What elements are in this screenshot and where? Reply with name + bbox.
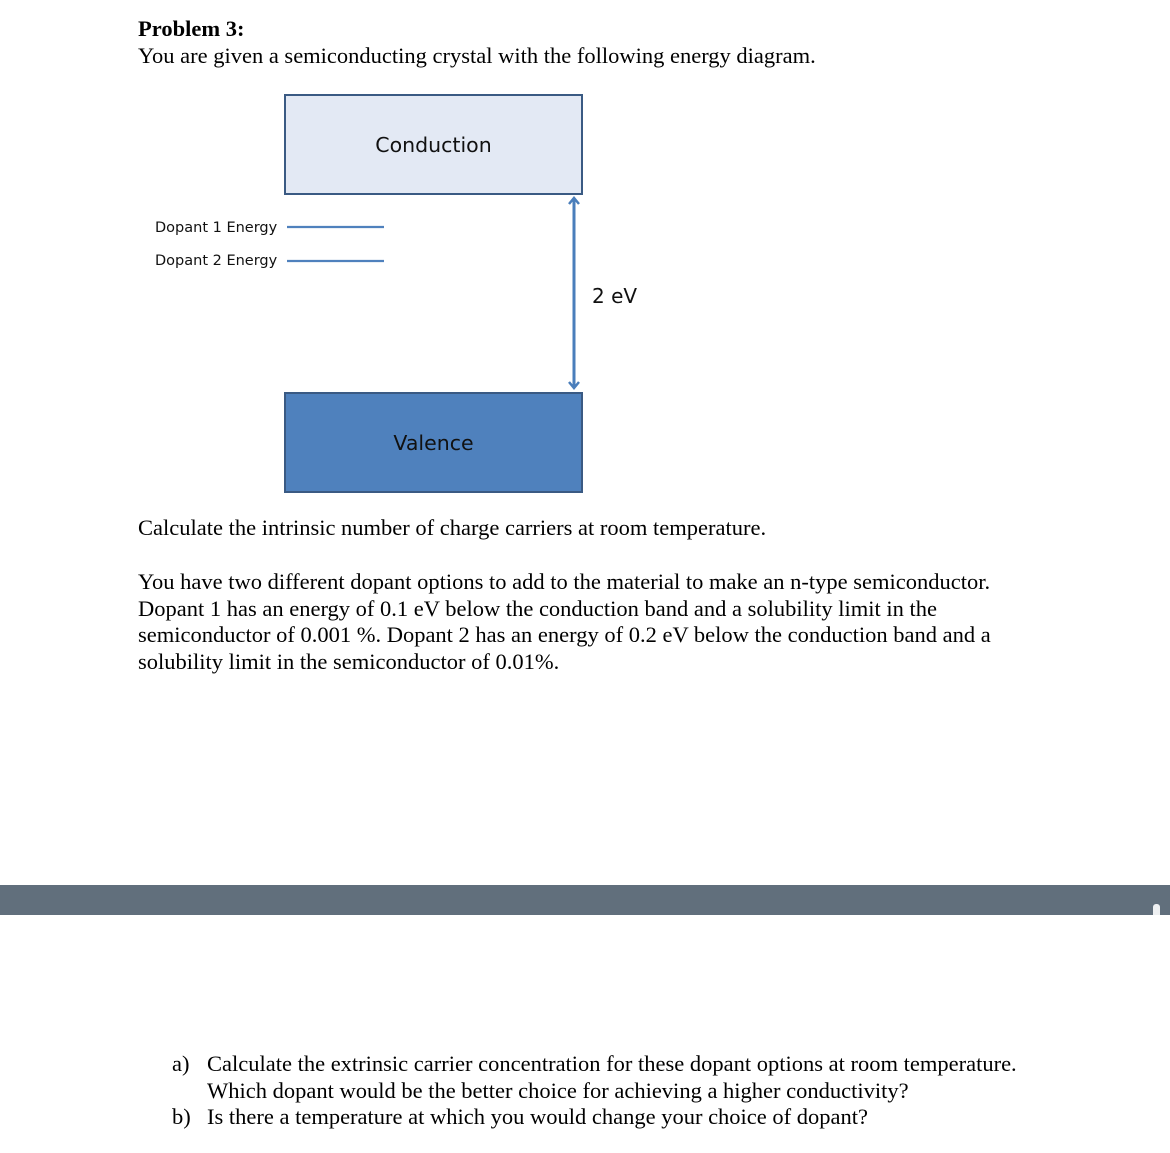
sub-question-a bbox=[172, 1051, 1072, 1104]
problem-title: Problem 3: bbox=[138, 16, 245, 41]
paragraph-line: You have two different dopant options to add to the material to make an n-type semiconductor. bbox=[138, 569, 991, 594]
band-gap-label: 2 eV bbox=[592, 284, 638, 308]
sub-questions-list bbox=[172, 1051, 1072, 1131]
sub-question-b bbox=[172, 1104, 1072, 1131]
intrinsic-carriers-question: Calculate the intrinsic number of charge carriers at room temperature. bbox=[138, 515, 767, 540]
list-marker: a) bbox=[172, 1051, 190, 1076]
valence-band-label: Valence bbox=[393, 431, 474, 455]
page-divider-bar bbox=[0, 885, 1170, 915]
sub-question-line: Which dopant would be the better choice for achieving a higher conductivity? bbox=[207, 1077, 909, 1103]
paragraph-line: solubility limit in the semiconductor of 0.01%. bbox=[138, 648, 560, 674]
paragraph-line: Dopant 1 has an energy of 0.1 eV below the conduction band and a solubility limit in the bbox=[138, 595, 938, 621]
sub-question-line: Calculate the extrinsic carrier concentration for these dopant options at room temperature. bbox=[207, 1051, 1017, 1076]
conduction-band-label: Conduction bbox=[375, 133, 492, 157]
dopant-1-label: Dopant 1 Energy bbox=[155, 220, 278, 236]
scroll-handle[interactable] bbox=[1153, 904, 1160, 915]
sub-question-line: Is there a temperature at which you would change your choice of dopant? bbox=[207, 1104, 868, 1129]
dopant-options-paragraph bbox=[138, 569, 1038, 675]
energy-band-diagram bbox=[0, 0, 1170, 520]
paragraph-line: semiconductor of 0.001 %. Dopant 2 has an energy of 0.2 eV below the conduction band and a bbox=[138, 622, 991, 647]
dopant-2-label: Dopant 2 Energy bbox=[155, 253, 278, 269]
intro-text: You are given a semiconducting crystal with the following energy diagram. bbox=[138, 43, 816, 68]
list-marker: b) bbox=[172, 1104, 191, 1129]
